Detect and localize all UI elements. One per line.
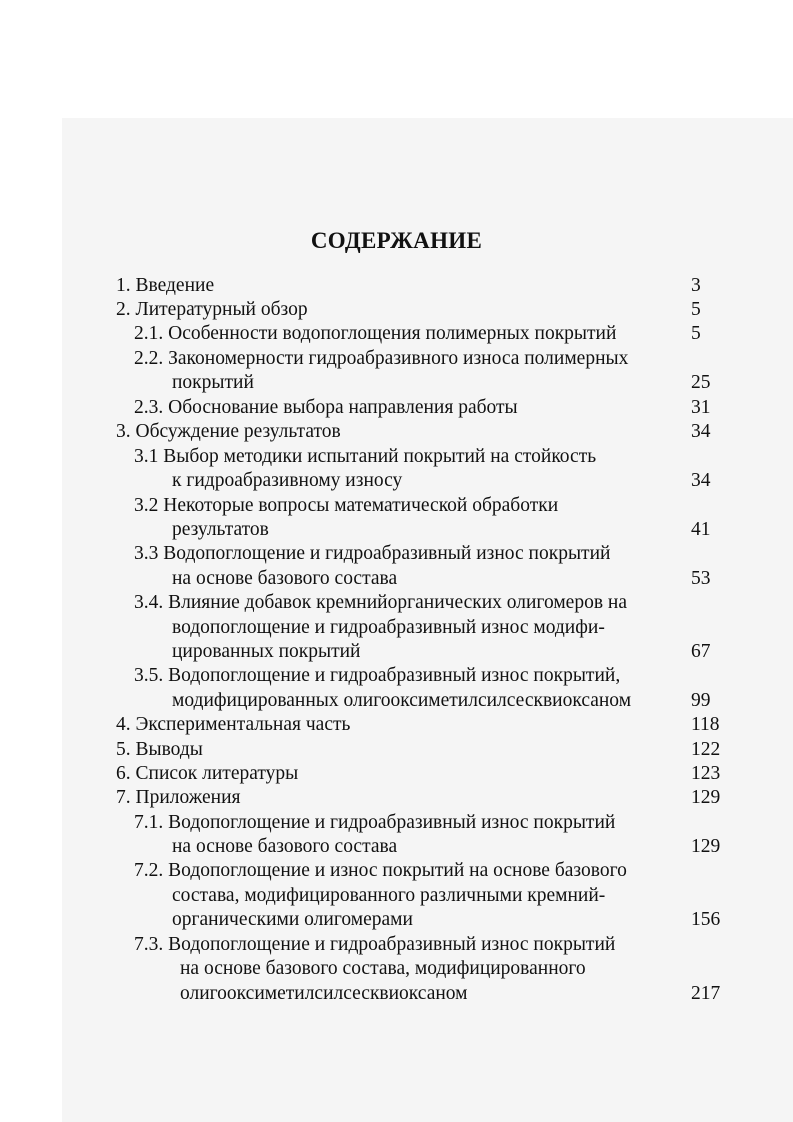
toc-page-5: 122 <box>691 739 721 760</box>
toc-entry-7-2-cont1: состава, модифицированного различными кремний- <box>172 885 606 906</box>
toc-page-7-3: 217 <box>691 983 721 1004</box>
toc-page-4: 118 <box>691 714 720 735</box>
toc-page-2-1: 5 <box>691 323 701 344</box>
toc-page-2-2: 25 <box>691 372 711 393</box>
toc-entry-7-3-cont2: олигооксиметилсилсесквиоксаном <box>180 983 468 1004</box>
toc-entry-7: 7. Приложения <box>116 787 241 808</box>
toc-page-7: 129 <box>691 787 721 808</box>
toc-entry-3-2-cont: результатов <box>172 519 269 540</box>
toc-entry-3-3-cont: на основе базового состава <box>172 568 398 589</box>
toc-entry-3-1-cont: к гидроабразивному износу <box>172 470 403 491</box>
toc-entry-7-1-cont: на основе базового состава <box>172 836 398 857</box>
toc-entry-7-2-cont2: органическими олигомерами <box>172 909 413 930</box>
toc-entry-7-3: 7.3. Водопоглощение и гидроабразивный износ покрытий <box>134 934 616 955</box>
toc-page-3: 34 <box>691 421 711 442</box>
toc-page-3-4: 67 <box>691 641 711 662</box>
toc-entry-3-2: 3.2 Некоторые вопросы математической обработки <box>134 495 559 516</box>
toc-entry-3: 3. Обсуждение результатов <box>116 421 341 442</box>
toc-entry-3-5-cont: модифицированных олигооксиметилсилсесквиоксаном <box>172 690 632 711</box>
toc-entry-2: 2. Литературный обзор <box>116 299 308 320</box>
toc-entry-5: 5. Выводы <box>116 739 203 760</box>
toc-entry-2-2: 2.2. Закономерности гидроабразивного износа полимерных <box>134 348 629 369</box>
toc-page-6: 123 <box>691 763 721 784</box>
toc-page-2-3: 31 <box>691 397 711 418</box>
toc-page-2: 5 <box>691 299 701 320</box>
toc-entry-7-3-cont1: на основе базового состава, модифицированного <box>180 958 586 979</box>
toc-page-3-1: 34 <box>691 470 711 491</box>
toc-entry-3-4-cont2: цированных покрытий <box>172 641 361 662</box>
toc-entry-3-4-cont1: водопоглощение и гидроабразивный износ модифи- <box>172 617 605 638</box>
toc-page-1: 3 <box>691 275 701 296</box>
toc-entry-3-1: 3.1 Выбор методики испытаний покрытий на стойкость <box>134 446 597 467</box>
toc-page-7-2: 156 <box>691 909 721 930</box>
toc-entry-7-2: 7.2. Водопоглощение и износ покрытий на основе базового <box>134 860 627 881</box>
toc-entry-3-3: 3.3 Водопоглощение и гидроабразивный износ покрытий <box>134 543 611 564</box>
toc-entry-3-5: 3.5. Водопоглощение и гидроабразивный износ покрытий, <box>134 665 621 686</box>
toc-page-7-1: 129 <box>691 836 721 857</box>
toc-entry-2-2-cont: покрытий <box>172 372 254 393</box>
toc-page-3-3: 53 <box>691 568 711 589</box>
toc-page-3-2: 41 <box>691 519 711 540</box>
toc-entry-7-1: 7.1. Водопоглощение и гидроабразивный износ покрытий <box>134 812 616 833</box>
toc-page-3-5: 99 <box>691 690 711 711</box>
toc-entry-2-3: 2.3. Обоснование выбора направления работы <box>134 397 518 418</box>
toc-entry-4: 4. Экспериментальная часть <box>116 714 351 735</box>
toc-entry-1: 1. Введение <box>116 275 215 296</box>
toc-entry-6: 6. Список литературы <box>116 763 299 784</box>
toc-entry-2-1: 2.1. Особенности водопоглощения полимерных покрытий <box>134 323 617 344</box>
page-title: СОДЕРЖАНИЕ <box>310 228 483 253</box>
toc-entry-3-4: 3.4. Влияние добавок кремнийорганических олигомеров на <box>134 592 627 613</box>
